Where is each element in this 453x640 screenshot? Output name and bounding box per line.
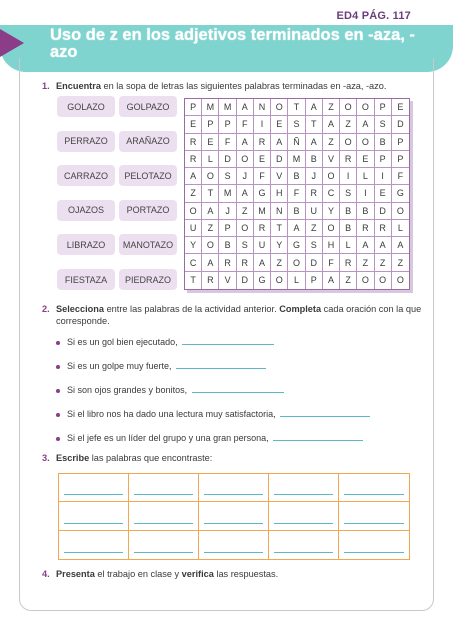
puzzle-cell[interactable]: E <box>202 134 219 151</box>
word-chip: CARRAZO <box>57 165 115 186</box>
puzzle-cell[interactable]: A <box>375 237 392 254</box>
sentence-item <box>56 432 363 443</box>
word-chip: LIBRAZO <box>57 234 115 255</box>
answer-blank[interactable] <box>280 408 370 417</box>
puzzle-cell[interactable]: E <box>254 151 271 168</box>
answer-line <box>274 523 333 524</box>
puzzle-cell[interactable]: G <box>254 185 271 202</box>
puzzle-cell[interactable]: A <box>185 168 202 185</box>
puzzle-cell[interactable]: Ñ <box>288 134 305 151</box>
puzzle-cell[interactable]: R <box>340 254 357 271</box>
puzzle-cell[interactable]: J <box>306 168 323 185</box>
activity-2-verb-select: Selecciona <box>56 304 105 314</box>
sentence-item <box>56 336 274 347</box>
puzzle-cell[interactable]: A <box>202 254 219 271</box>
puzzle-cell[interactable]: A <box>288 220 305 237</box>
puzzle-cell[interactable]: D <box>219 151 236 168</box>
puzzle-cell[interactable]: F <box>288 185 305 202</box>
puzzle-cell[interactable]: B <box>288 203 305 220</box>
puzzle-cell[interactable]: Y <box>271 237 288 254</box>
puzzle-cell[interactable]: R <box>219 254 236 271</box>
puzzle-cell[interactable]: T <box>306 116 323 133</box>
word-chip: PELOTAZO <box>119 165 177 186</box>
answer-line <box>64 523 123 524</box>
puzzle-cell[interactable]: G <box>392 185 409 202</box>
answer-cell[interactable] <box>129 474 199 502</box>
word-chip: PORTAZO <box>119 200 177 221</box>
puzzle-cell[interactable]: O <box>357 99 374 116</box>
puzzle-cell[interactable]: F <box>392 168 409 185</box>
activity-2-text-1: entre las palabras de la actividad anterior. <box>104 304 280 314</box>
activity-4-verb-present: Presenta <box>56 569 95 579</box>
puzzle-cell[interactable]: Z <box>340 272 357 289</box>
activity-4-verb-verify: verifica <box>181 569 214 579</box>
puzzle-cell[interactable]: Z <box>271 254 288 271</box>
answer-cell[interactable] <box>59 502 129 530</box>
puzzle-cell[interactable]: T <box>288 99 305 116</box>
puzzle-cell[interactable]: E <box>375 185 392 202</box>
puzzle-cell[interactable]: A <box>271 134 288 151</box>
puzzle-cell[interactable]: M <box>219 99 236 116</box>
word-chip: MANOTAZO <box>119 234 177 255</box>
page-title: Uso de z en los adjetivos terminados en -aza, -azo <box>50 26 415 61</box>
bullet-icon <box>56 437 60 441</box>
puzzle-cell[interactable]: H <box>323 237 340 254</box>
puzzle-cell[interactable]: B <box>375 134 392 151</box>
bullet-icon <box>56 389 60 393</box>
puzzle-cell[interactable]: O <box>237 151 254 168</box>
page-reference: ED4 PÁG. 117 <box>336 10 411 22</box>
puzzle-cell[interactable]: S <box>288 116 305 133</box>
puzzle-cell[interactable]: A <box>306 99 323 116</box>
puzzle-cell[interactable]: P <box>392 151 409 168</box>
puzzle-cell[interactable]: S <box>237 237 254 254</box>
puzzle-cell[interactable]: R <box>375 220 392 237</box>
puzzle-cell[interactable]: P <box>219 220 236 237</box>
puzzle-cell[interactable]: O <box>271 99 288 116</box>
puzzle-cell[interactable]: Y <box>185 237 202 254</box>
answer-cell[interactable] <box>129 502 199 530</box>
activity-3 <box>42 452 422 464</box>
puzzle-cell[interactable]: R <box>185 134 202 151</box>
answer-cell[interactable] <box>59 474 129 502</box>
activity-4-number: 4. <box>42 569 50 579</box>
puzzle-cell[interactable]: R <box>202 272 219 289</box>
puzzle-cell[interactable]: A <box>254 254 271 271</box>
word-chip: GOLAZO <box>57 96 115 117</box>
answer-line <box>344 552 404 553</box>
puzzle-cell[interactable]: A <box>202 203 219 220</box>
puzzle-cell[interactable]: O <box>202 237 219 254</box>
puzzle-cell[interactable]: P <box>375 151 392 168</box>
activity-1 <box>42 80 422 92</box>
puzzle-cell[interactable]: R <box>306 185 323 202</box>
puzzle-cell[interactable]: D <box>237 272 254 289</box>
puzzle-cell[interactable]: O <box>323 168 340 185</box>
puzzle-cell[interactable]: L <box>288 272 305 289</box>
puzzle-cell[interactable]: T <box>185 272 202 289</box>
answer-cell[interactable] <box>59 531 129 559</box>
answer-cell[interactable] <box>199 474 269 502</box>
puzzle-cell[interactable]: D <box>392 116 409 133</box>
sentence-item <box>56 408 370 419</box>
word-chip: OJAZOS <box>57 200 115 221</box>
word-chip: GOLPAZO <box>119 96 177 117</box>
answer-blank[interactable] <box>176 360 266 369</box>
puzzle-cell[interactable]: J <box>219 203 236 220</box>
puzzle-cell[interactable]: Z <box>340 116 357 133</box>
puzzle-cell[interactable]: Z <box>323 134 340 151</box>
sentence-text: Si el jefe es un líder del grupo y una gran persona, <box>67 433 269 443</box>
puzzle-cell[interactable]: V <box>219 272 236 289</box>
answer-line <box>134 523 193 524</box>
answer-cell[interactable] <box>339 502 409 530</box>
puzzle-cell[interactable]: D <box>271 151 288 168</box>
answer-table <box>58 473 410 560</box>
activity-4-text-1: el trabajo en clase y <box>94 569 182 579</box>
puzzle-cell[interactable]: A <box>392 237 409 254</box>
activity-1-verb: Encuentra <box>56 81 101 91</box>
puzzle-cell[interactable]: F <box>323 254 340 271</box>
sentence-text: Si son ojos grandes y bonitos, <box>67 385 188 395</box>
puzzle-cell[interactable]: O <box>340 134 357 151</box>
puzzle-cell[interactable]: S <box>340 185 357 202</box>
activity-2 <box>42 303 422 327</box>
puzzle-cell[interactable]: T <box>202 185 219 202</box>
puzzle-cell[interactable]: A <box>323 116 340 133</box>
puzzle-cell[interactable]: Z <box>306 220 323 237</box>
puzzle-cell[interactable]: N <box>254 99 271 116</box>
puzzle-cell[interactable]: R <box>185 151 202 168</box>
puzzle-cell[interactable]: U <box>185 220 202 237</box>
puzzle-cell[interactable]: P <box>202 116 219 133</box>
puzzle-cell[interactable]: P <box>306 272 323 289</box>
puzzle-cell[interactable]: L <box>357 168 374 185</box>
puzzle-cell[interactable]: J <box>237 168 254 185</box>
puzzle-cell[interactable]: P <box>375 99 392 116</box>
activity-1-number: 1. <box>42 81 50 91</box>
puzzle-cell[interactable]: Z <box>392 254 409 271</box>
puzzle-cell[interactable]: O <box>288 254 305 271</box>
sentence-item <box>56 360 266 371</box>
answer-cell[interactable] <box>339 531 409 559</box>
puzzle-cell[interactable]: Z <box>185 185 202 202</box>
puzzle-cell[interactable]: M <box>288 151 305 168</box>
puzzle-cell[interactable]: B <box>340 220 357 237</box>
answer-cell[interactable] <box>199 502 269 530</box>
sentence-text: Si es un gol bien ejecutado, <box>67 337 178 347</box>
puzzle-cell[interactable]: O <box>202 168 219 185</box>
answer-blank[interactable] <box>182 336 274 345</box>
puzzle-cell[interactable]: N <box>271 203 288 220</box>
answer-line <box>64 494 123 495</box>
puzzle-cell[interactable]: B <box>288 168 305 185</box>
puzzle-cell[interactable]: V <box>271 168 288 185</box>
word-chip: FIESTAZA <box>57 269 115 290</box>
puzzle-cell[interactable]: I <box>340 168 357 185</box>
puzzle-cell[interactable]: O <box>185 203 202 220</box>
answer-line <box>204 494 263 495</box>
puzzle-cell[interactable]: E <box>271 116 288 133</box>
puzzle-cell[interactable]: F <box>254 168 271 185</box>
puzzle-cell[interactable]: A <box>237 185 254 202</box>
word-chip: ARAÑAZO <box>119 131 177 152</box>
answer-cell[interactable] <box>199 531 269 559</box>
puzzle-cell[interactable]: P <box>185 99 202 116</box>
puzzle-cell[interactable]: G <box>288 237 305 254</box>
puzzle-cell[interactable]: R <box>254 134 271 151</box>
activity-4-text-2: las respuestas. <box>213 569 279 579</box>
puzzle-cell[interactable]: B <box>357 203 374 220</box>
puzzle-cell[interactable]: O <box>357 134 374 151</box>
puzzle-cell[interactable]: I <box>357 185 374 202</box>
answer-cell[interactable] <box>269 474 339 502</box>
puzzle-cell[interactable]: A <box>237 134 254 151</box>
puzzle-cell[interactable]: A <box>357 116 374 133</box>
puzzle-cell[interactable]: R <box>340 151 357 168</box>
puzzle-cell[interactable]: T <box>271 220 288 237</box>
puzzle-cell[interactable]: O <box>357 272 374 289</box>
puzzle-cell[interactable]: E <box>392 99 409 116</box>
puzzle-cell[interactable]: M <box>202 99 219 116</box>
puzzle-cell[interactable]: Z <box>357 254 374 271</box>
puzzle-cell[interactable]: Z <box>237 203 254 220</box>
puzzle-cell[interactable]: I <box>375 168 392 185</box>
answer-cell[interactable] <box>269 502 339 530</box>
puzzle-cell[interactable]: P <box>392 134 409 151</box>
puzzle-cell[interactable]: I <box>254 116 271 133</box>
puzzle-cell[interactable]: G <box>254 272 271 289</box>
puzzle-cell[interactable]: O <box>340 99 357 116</box>
puzzle-cell[interactable]: R <box>254 220 271 237</box>
puzzle-cell[interactable]: C <box>323 185 340 202</box>
puzzle-cell[interactable]: E <box>185 116 202 133</box>
puzzle-cell[interactable]: M <box>219 185 236 202</box>
puzzle-cell[interactable]: V <box>323 151 340 168</box>
puzzle-cell[interactable]: O <box>375 272 392 289</box>
puzzle-cell[interactable]: R <box>357 220 374 237</box>
answer-cell[interactable] <box>129 531 199 559</box>
activity-2-text-2: cada oración con la que corresponde. <box>56 304 422 326</box>
puzzle-cell[interactable]: F <box>237 116 254 133</box>
answer-line <box>134 494 193 495</box>
puzzle-cell[interactable]: O <box>323 220 340 237</box>
puzzle-cell[interactable]: C <box>185 254 202 271</box>
answer-blank[interactable] <box>192 384 284 393</box>
puzzle-cell[interactable]: D <box>306 254 323 271</box>
answer-line <box>64 552 123 553</box>
answer-line <box>344 523 404 524</box>
sentence-item <box>56 384 284 395</box>
puzzle-cell[interactable]: A <box>357 237 374 254</box>
puzzle-cell[interactable]: L <box>340 237 357 254</box>
sentence-text: Si el libro nos ha dado una lectura muy satisfactoria, <box>67 409 276 419</box>
answer-cell[interactable] <box>339 474 409 502</box>
puzzle-cell[interactable]: S <box>306 237 323 254</box>
puzzle-cell[interactable]: U <box>306 203 323 220</box>
activity-3-text: las palabras que encontraste: <box>89 453 213 463</box>
puzzle-cell[interactable]: D <box>375 203 392 220</box>
answer-cell[interactable] <box>269 531 339 559</box>
puzzle-cell[interactable]: Z <box>375 254 392 271</box>
activity-4 <box>42 568 422 580</box>
puzzle-cell[interactable]: B <box>306 151 323 168</box>
puzzle-cell[interactable]: A <box>323 272 340 289</box>
puzzle-cell[interactable]: O <box>271 272 288 289</box>
puzzle-cell[interactable]: U <box>254 237 271 254</box>
activity-3-verb: Escribe <box>56 453 90 463</box>
puzzle-cell[interactable]: B <box>340 203 357 220</box>
puzzle-cell[interactable]: L <box>202 151 219 168</box>
puzzle-cell[interactable]: O <box>237 220 254 237</box>
answer-line <box>344 494 404 495</box>
puzzle-cell[interactable]: Z <box>323 99 340 116</box>
answer-line <box>134 552 193 553</box>
puzzle-cell[interactable]: S <box>375 116 392 133</box>
puzzle-cell[interactable]: Y <box>323 203 340 220</box>
banner-flag-icon <box>0 29 24 57</box>
bullet-icon <box>56 413 60 417</box>
puzzle-cell[interactable]: L <box>392 220 409 237</box>
puzzle-cell[interactable]: Z <box>202 220 219 237</box>
word-chip: PERRAZO <box>57 131 115 152</box>
answer-blank[interactable] <box>273 432 363 441</box>
answer-line <box>204 523 263 524</box>
puzzle-cell[interactable]: H <box>271 185 288 202</box>
puzzle-cell[interactable]: P <box>219 116 236 133</box>
puzzle-cell[interactable]: R <box>237 254 254 271</box>
puzzle-cell[interactable]: A <box>306 134 323 151</box>
answer-line <box>274 494 333 495</box>
puzzle-cell[interactable]: M <box>254 203 271 220</box>
bullet-icon <box>56 365 60 369</box>
bullet-icon <box>56 341 60 345</box>
word-search-grid <box>184 98 410 290</box>
puzzle-cell[interactable]: F <box>219 134 236 151</box>
puzzle-cell[interactable]: B <box>219 237 236 254</box>
puzzle-cell[interactable]: O <box>396 275 404 286</box>
puzzle-cell[interactable]: A <box>237 99 254 116</box>
puzzle-cell[interactable]: O <box>392 203 409 220</box>
word-chip: PIEDRAZO <box>119 269 177 290</box>
activity-1-text: en la sopa de letras las siguientes palabras terminadas en -aza, -azo. <box>100 81 387 91</box>
sentence-text: Si es un golpe muy fuerte, <box>67 361 172 371</box>
puzzle-cell[interactable]: E <box>357 151 374 168</box>
activity-2-verb-complete: Completa <box>279 304 322 314</box>
answer-line <box>204 552 263 553</box>
puzzle-cell[interactable]: S <box>219 168 236 185</box>
answer-line <box>274 552 333 553</box>
activity-3-number: 3. <box>42 453 50 463</box>
activity-2-number: 2. <box>42 304 50 314</box>
